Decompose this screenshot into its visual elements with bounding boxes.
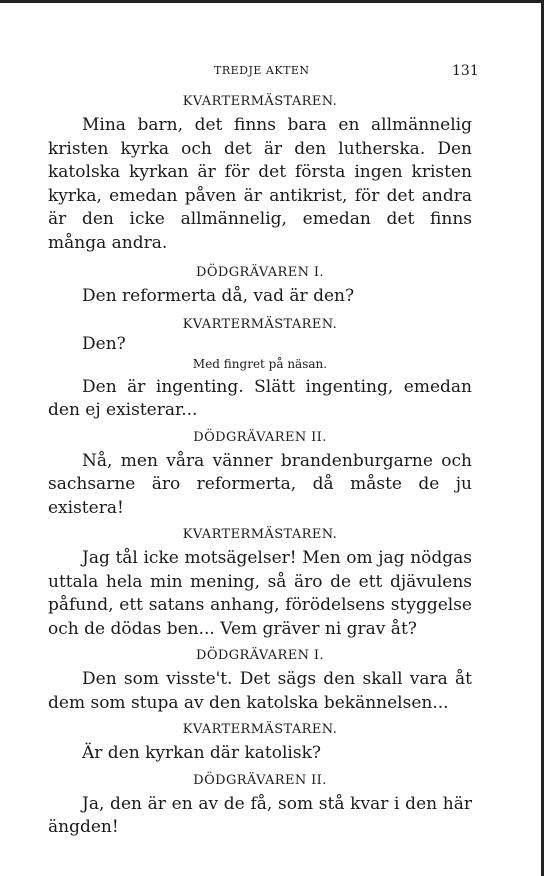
- speech-text: Är den kyrkan där katolisk?: [82, 743, 321, 763]
- speaker-name: DÖDGRÄVAREN II.: [193, 429, 327, 445]
- speech-text: Nå, men våra vänner brandenburgarne och sachsarne äro reformerta, då måste de ju existera!: [48, 450, 472, 518]
- speech-text: Mina barn, det finns bara en allmännelig kristen kyrka och det är den lutherska. Den katolska kyrkan är för det första ingen kristen kyrka, emedan påven är antikrist, för det andra är den icke allmännelig, emedan det finns många andra.: [48, 115, 472, 253]
- dialogue-block: [48, 92, 472, 255]
- page-header: [0, 64, 544, 82]
- page-edge-top: [0, 0, 544, 3]
- running-head: TREDJE AKTEN: [214, 64, 310, 77]
- speaker-name: KVARTERMÄSTAREN.: [182, 94, 338, 109]
- page-number: 131: [452, 63, 479, 79]
- speaker-name: DÖDGRÄVAREN I.: [196, 648, 324, 663]
- speech-text: Jag tål icke motsägelser! Men om jag nödgas uttala hela min mening, så äro de ett djävulens påfund, ett satans anhang, förödelsens styggelse och de dödas ben... Vem gräver ni grav åt?: [48, 548, 472, 639]
- speaker-name: DÖDGRÄVAREN II.: [193, 772, 327, 788]
- speaker-name: KVARTERMÄSTAREN.: [182, 527, 338, 542]
- dialogue-block: [48, 646, 472, 715]
- speech-text: Den som visste't. Det sägs den skall vara åt dem som stupa av den katolska bekännelsen...: [48, 669, 472, 713]
- speech-text: Den reformerta då, vad är den?: [82, 286, 355, 306]
- dialogue-block: [48, 525, 472, 641]
- dialogue-block: [48, 263, 472, 309]
- speech-text: Den är ingenting. Slätt ingenting, emedan den ej existerar...: [48, 376, 472, 420]
- dialogue-block: [48, 720, 472, 766]
- speaker-name: DÖDGRÄVAREN I.: [196, 265, 324, 280]
- speaker-name: KVARTERMÄSTAREN.: [182, 722, 338, 737]
- speaker-name: KVARTERMÄSTAREN.: [182, 316, 338, 332]
- dialogue-block: [48, 428, 472, 521]
- stage-direction: Med fingret på näsan.: [192, 356, 328, 371]
- dialogue-block: [48, 317, 472, 423]
- speech-text: Ja, den är en av de få, som stå kvar i den här ängden!: [48, 793, 472, 837]
- speech-text: Den?: [82, 333, 126, 354]
- dialogue-block: [48, 771, 472, 840]
- speaker-with-reply: [48, 316, 472, 354]
- play-text: [48, 92, 472, 845]
